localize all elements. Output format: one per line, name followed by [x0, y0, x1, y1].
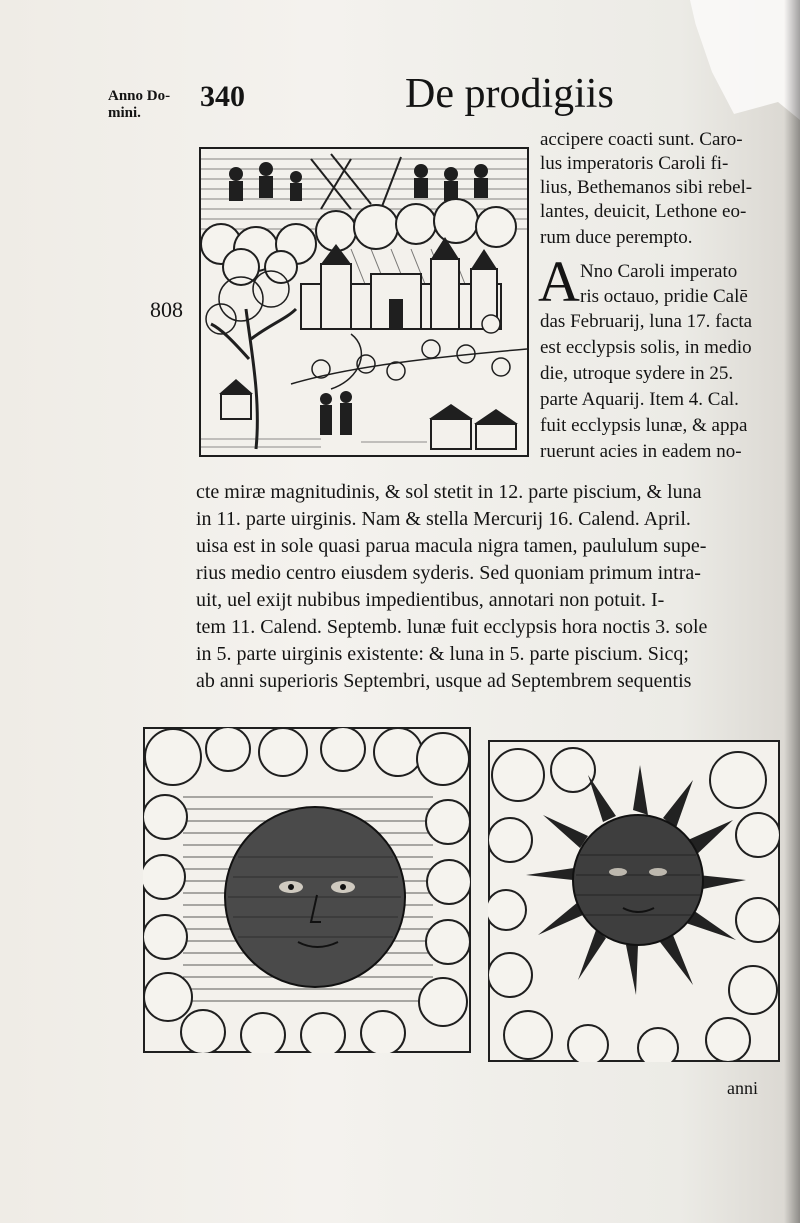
anno-domini-label: [108, 88, 203, 122]
battle-in-clouds-woodcut: [199, 147, 529, 457]
text-line: tem 11. Calend. Septemb. lunæ fuit ecclypsis hora noctis 3. sole: [196, 616, 708, 638]
moon-face-woodcut: [143, 727, 471, 1053]
moon-woodcut-svg: [143, 727, 471, 1053]
text-line: lantes, deuicit, Lethone eo-: [540, 201, 747, 222]
text-line: uisa est in sole quasi parua macula nigra tamen, paululum supe-: [196, 535, 707, 557]
text-line: cte miræ magnitudinis, & sol stetit in 12. parte piscium, & luna: [196, 481, 702, 503]
catchword: anni: [727, 1078, 758, 1098]
text-line: in 11. parte uirginis. Nam & stella Mercurij 16. Calend. April.: [196, 508, 691, 530]
text-line: ruerunt acies in eadem no-: [540, 441, 742, 462]
running-title: De prodigiis: [405, 71, 614, 117]
sun-woodcut-svg: [488, 740, 780, 1062]
margin-year: 808: [150, 297, 183, 322]
text-line: uit, uel exijt nubibus impedientibus, annotari non potuit. I-: [196, 589, 665, 611]
battle-woodcut-svg: [201, 149, 527, 455]
text-line: ris octauo, pridie Calē: [580, 286, 748, 307]
text-line: das Februarij, luna 17. facta: [540, 311, 753, 332]
text-line: Nno Caroli imperato: [580, 261, 738, 282]
text-line: in 5. parte uirginis existente: & luna in 5. parte piscium. Sicq;: [196, 643, 689, 665]
page-number: 340: [200, 80, 245, 113]
text-line: est ecclypsis solis, in medio: [540, 337, 752, 358]
anno-line-1: Anno Do-: [108, 88, 171, 104]
text-line: die, utroque sydere in 25.: [540, 363, 734, 384]
sun-face-woodcut: [488, 740, 780, 1062]
text-line: parte Aquarij. Item 4. Cal.: [540, 389, 739, 410]
text-line: lius, Bethemanos sibi rebel-: [540, 177, 753, 198]
text-line: ab anni superioris Septembri, usque ad Septembrem sequentis: [196, 670, 692, 692]
drop-capital: A: [538, 249, 580, 314]
text-line: fuit ecclypsis lunæ, & appa: [540, 415, 748, 436]
text-line: rum duce perempto.: [540, 227, 693, 248]
text-line: accipere coacti sunt. Caro-: [540, 129, 743, 150]
page-edge-shadow: [784, 0, 800, 1223]
text-line: lus imperatoris Caroli fi-: [540, 153, 729, 174]
text-line: rius medio centro eiusdem syderis. Sed quoniam primum intra-: [196, 562, 701, 584]
anno-line-2: mini.: [108, 105, 141, 121]
